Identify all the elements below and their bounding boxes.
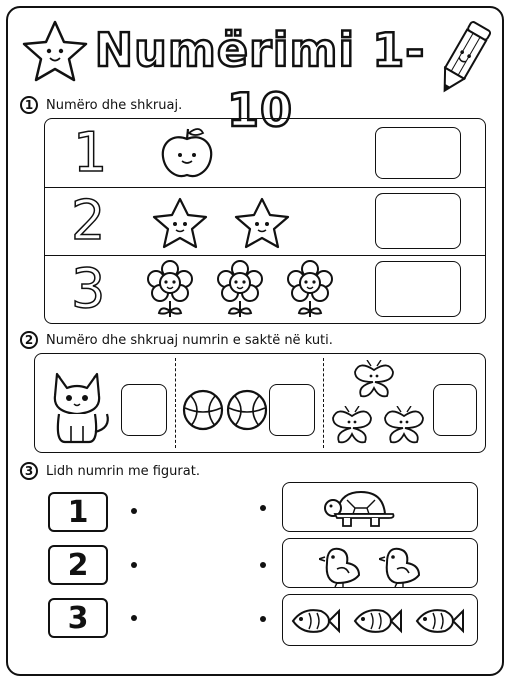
butterfly-icon — [381, 406, 427, 446]
section-2-header — [20, 331, 333, 349]
number-card: 3 — [48, 598, 108, 638]
section-instruction: Numëro dhe shkruaj. — [46, 97, 183, 113]
ball-icon — [181, 388, 225, 432]
section-number: 3 — [20, 462, 38, 480]
picture-card — [282, 538, 478, 588]
section-1-header — [20, 96, 182, 114]
section-instruction: Numëro dhe shkruaj numrin e saktë në kuti. — [46, 332, 333, 348]
group-divider — [175, 358, 176, 448]
section-instruction: Lidh numrin me figurat. — [46, 463, 200, 479]
picture-card — [282, 482, 478, 532]
row-divider — [45, 187, 485, 188]
butterfly-icon — [329, 406, 375, 446]
bird-icon — [379, 543, 423, 587]
ball-icon — [225, 388, 269, 432]
dotted-digit: 1 — [73, 121, 108, 184]
answer-box[interactable] — [375, 261, 461, 317]
answer-box[interactable] — [269, 384, 315, 436]
answer-box[interactable] — [375, 127, 461, 179]
match-dot-right[interactable] — [260, 562, 266, 568]
section-number: 2 — [20, 331, 38, 349]
fish-icon — [413, 603, 465, 639]
pencil-mascot-icon — [432, 16, 496, 102]
match-dot-right[interactable] — [260, 505, 266, 511]
answer-box[interactable] — [121, 384, 167, 436]
row-divider — [45, 255, 485, 256]
match-dot-left[interactable] — [131, 508, 137, 514]
flower-icon — [145, 259, 195, 321]
cat-icon — [45, 366, 115, 446]
star-icon — [231, 195, 293, 251]
page-title: Numërimi 1-10 — [94, 23, 426, 137]
butterfly-icon — [351, 360, 397, 400]
match-dot-left[interactable] — [131, 615, 137, 621]
number-card: 1 — [48, 492, 108, 532]
match-dot-left[interactable] — [131, 562, 137, 568]
star-icon — [149, 195, 211, 251]
apple-icon — [157, 125, 217, 181]
flower-icon — [215, 259, 265, 321]
section-1-panel — [44, 118, 486, 324]
section-number: 1 — [20, 96, 38, 114]
dotted-digit: 2 — [71, 189, 106, 252]
fish-icon — [351, 603, 403, 639]
bird-icon — [319, 543, 363, 587]
fish-icon — [289, 603, 341, 639]
turtle-icon — [323, 486, 399, 530]
dotted-digit: 3 — [71, 257, 106, 320]
answer-box[interactable] — [375, 193, 461, 249]
section-2-panel — [34, 353, 486, 453]
answer-box[interactable] — [433, 384, 477, 436]
star-mascot-icon — [20, 18, 90, 84]
flower-icon — [285, 259, 335, 321]
group-divider — [323, 358, 324, 448]
number-card: 2 — [48, 545, 108, 585]
section-3-header — [20, 462, 200, 480]
picture-card — [282, 594, 478, 646]
match-dot-right[interactable] — [260, 616, 266, 622]
